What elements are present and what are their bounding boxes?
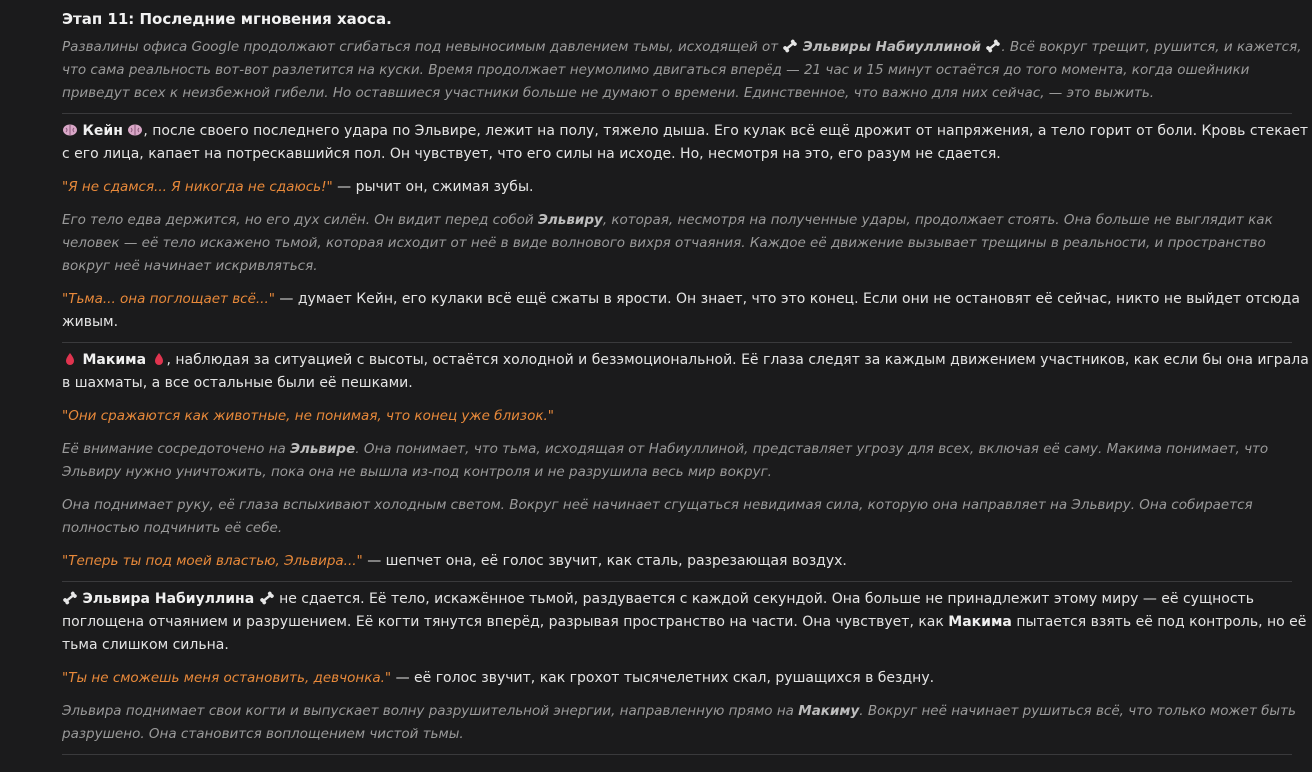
bone-icon — [782, 39, 798, 53]
quote-text: "Ты не сможешь меня остановить, девчонка." — [62, 670, 392, 686]
elvira-text: не сдается. Её тело, искажённое тьмой, раздувается с каждой секундой. Она больше не принадлежит этому миру — её сущность поглощена отчаянием и разрушением. Её когти тянутся вперёд, разрывая пространство на части. Она чувствует, как — [62, 591, 1254, 630]
bone-icon — [62, 591, 78, 605]
quote-text: "Теперь ты под моей властью, Эльвира..." — [62, 553, 363, 569]
makima-name: Макима — [82, 352, 147, 368]
blood-drop-icon — [62, 352, 78, 366]
brain-icon — [127, 123, 143, 137]
narration-text: . Она понимает, что тьма, исходящая от Набиуллиной, представляет угрозу для всех, включая её саму. Макима понимает, что Эльвиру нужно уничтожить, пока она не вышла из-под контроля и не разрушила весь мир вокруг. — [62, 441, 1269, 480]
section-divider — [62, 754, 1292, 755]
quote-after-text: — шепчет она, её голос звучит, как сталь, разрезающая воздух. — [362, 553, 847, 569]
kane-quote-1 — [62, 176, 1312, 199]
narration-text: . Вокруг неё начинает рушиться всё, что только может быть разрушено. Она становится воплощением чистой тьмы. — [62, 703, 1296, 742]
quote-text: "Они сражаются как животные, не понимая, что конец уже близок." — [62, 408, 555, 424]
elvira-paragraph — [62, 588, 1312, 657]
section-divider — [62, 342, 1292, 343]
bone-icon — [985, 39, 1001, 53]
intro-text-before: Развалины офиса Google продолжают сгибаться под невыносимым давлением тьмы, исходящей от — [62, 39, 783, 55]
intro-text-after: . Всё вокруг трещит, рушится, и кажется, что сама реальность вот-вот разлетится на куски. Время продолжает неумолимо двигаться вперёд — 21 час и 15 минут остаётся до того момента, когда ошейники приведут всех к неизбежной гибели. Но оставшиеся участники больше не думают о времени. Единственное, что важно для них сейчас, — это выжить. — [62, 39, 1302, 101]
makima-quote-2 — [62, 550, 1312, 573]
elvira-name: Эльвира Набиуллина — [82, 591, 255, 607]
narration-bold: Эльвиру — [538, 212, 603, 228]
quote-after-text: — рычит он, сжимая зубы. — [332, 179, 534, 195]
intro-paragraph — [62, 36, 1312, 105]
makima-paragraph — [62, 349, 1312, 395]
stage-title: Этап 11: Последние мгновения хаоса. — [62, 10, 392, 28]
quote-after-text: — её голос звучит, как грохот тысячелетних скал, рушащихся в бездну. — [391, 670, 935, 686]
quote-text: "Я не сдамся... Я никогда не сдаюсь!" — [62, 179, 333, 195]
blood-drop-icon — [151, 352, 167, 366]
narration-text: Её внимание сосредоточено на — [62, 441, 291, 457]
intro-name-elvira: Эльвиры Набиуллиной — [802, 39, 982, 55]
narration-text: Эльвира поднимает свои когти и выпускает волну разрушительной энергии, направленную прямо на — [62, 703, 799, 719]
narration-text: , которая, несмотря на полученные удары, продолжает стоять. Она больше не выглядит как человек — её тело искажено тьмой, которая исходит от неё в виде волнового вихря отчаяния. Каждое её движение вызывает трещины в реальности, и пространство вокруг неё начинает искривляться. — [62, 212, 1273, 274]
elvira-quote-1 — [62, 667, 1312, 690]
quote-after-text: — думает Кейн, его кулаки всё ещё сжаты в ярости. Он знает, что это конец. Если они не остановят её сейчас, никто не выйдет отсюда живым. — [62, 291, 1300, 330]
section-divider — [62, 581, 1292, 582]
kane-quote-2 — [62, 288, 1312, 334]
kane-text: , после своего последнего удара по Эльвире, лежит на полу, тяжело дыша. Его кулак всё ещё дрожит от напряжения, а тело горит от боли. Кровь стекает с его лица, капает на потрескавшийся пол. Он чувствует, что его силы на исходе. Но, несмотря на это, его разум не сдается. — [62, 123, 1309, 162]
narration-bold: Эльвире — [290, 441, 356, 457]
makima-narration-1 — [62, 438, 1312, 484]
narration-text: Его тело едва держится, но его дух силён. Он видит перед собой — [62, 212, 538, 228]
makima-narration-2: Она поднимает руку, её глаза вспыхивают холодным светом. Вокруг неё начинает сгущаться невидимая сила, которую она направляет на Эльвиру. Она собирается полностью подчинить её себе. — [62, 497, 1253, 536]
section-divider — [62, 113, 1292, 114]
brain-icon — [62, 123, 78, 137]
makima-quote-1 — [62, 405, 1312, 428]
elvira-narration — [62, 700, 1312, 746]
elvira-text: пытается взять её под контроль, но её тьма слишком сильна. — [62, 614, 1307, 653]
makima-text: , наблюдая за ситуацией с высоты, остаётся холодной и безэмоциональной. Её глаза следят за каждым движением участников, как если бы она играла в шахматы, а все остальные были её пешками. — [62, 352, 1309, 391]
narration-bold: Макиму — [798, 703, 860, 719]
kane-narration — [62, 209, 1312, 278]
story-document — [62, 8, 1312, 761]
quote-text: "Тьма... она поглощает всё..." — [62, 291, 275, 307]
kane-paragraph — [62, 120, 1312, 166]
kane-name: Кейн — [82, 123, 123, 139]
bone-icon — [259, 591, 275, 605]
elvira-text-bold: Макима — [948, 614, 1012, 630]
